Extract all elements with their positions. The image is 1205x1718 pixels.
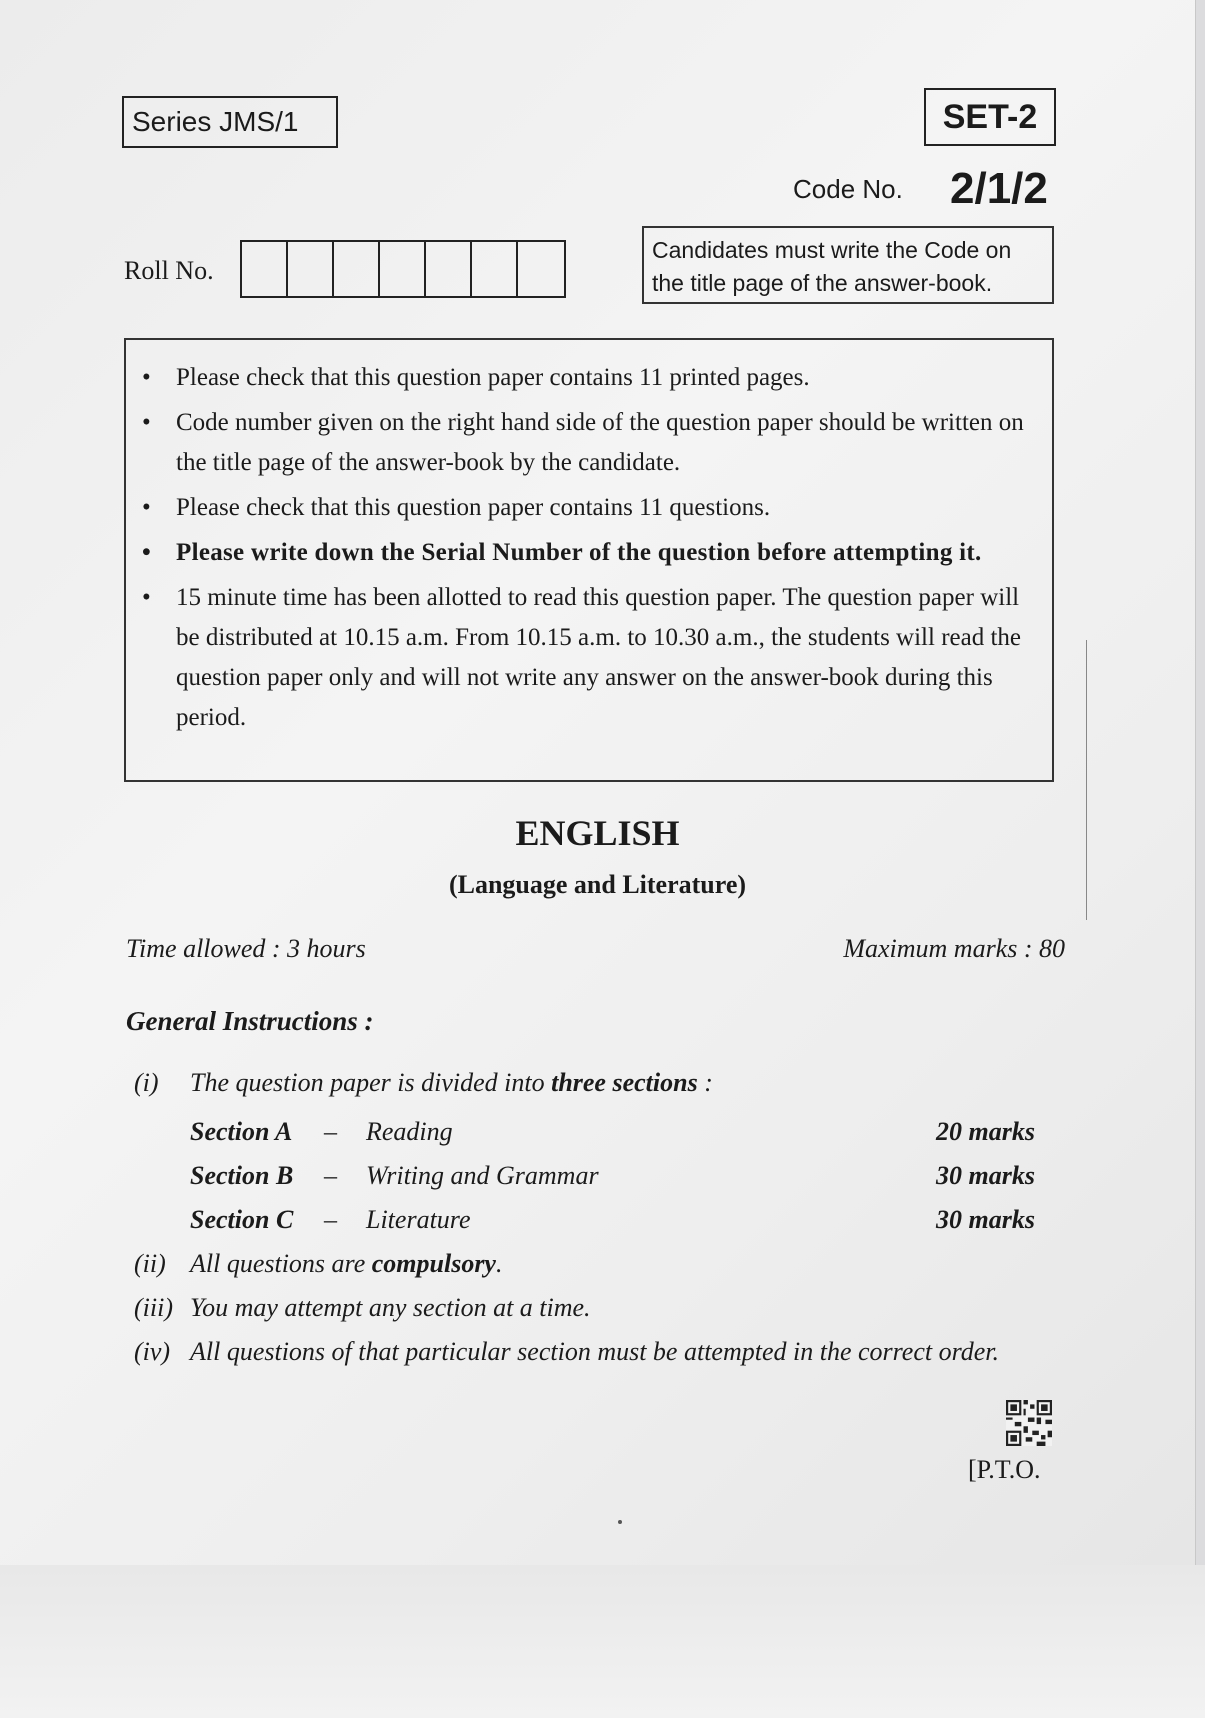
code-value: 2/1/2 bbox=[950, 164, 1048, 213]
instruction-text-bold: three sections bbox=[551, 1068, 698, 1097]
instructions-list bbox=[140, 358, 1038, 738]
instruction-text: Code number given on the right hand side of the question paper should be written on the title page of the answer-book by the candidate. bbox=[176, 409, 1024, 476]
section-dash: – bbox=[324, 1161, 337, 1190]
instruction-item bbox=[140, 488, 1038, 528]
section-name: Section A bbox=[190, 1117, 293, 1146]
bullet-icon: • bbox=[142, 494, 151, 521]
bullet-icon: • bbox=[142, 539, 152, 566]
roll-cell[interactable] bbox=[518, 242, 564, 296]
section-topic: Writing and Grammar bbox=[366, 1161, 599, 1190]
instruction-item bbox=[140, 358, 1038, 398]
instruction-item bbox=[140, 533, 1038, 573]
instruction-text: All questions of that particular section must be attempted in the correct order. bbox=[190, 1337, 1000, 1366]
instruction-text: Please write down the Serial Number of the question before attempting it. bbox=[176, 539, 982, 566]
instruction-text: 15 minute time has been allotted to read this question paper. The question paper will be distributed at 10.15 a.m. From 10.15 a.m. to 10.30 a.m., the students will read the question paper only and will not write any answer on the answer-book during this period. bbox=[176, 584, 1022, 731]
section-marks: 20 marks bbox=[936, 1117, 1035, 1146]
time-allowed: Time allowed : 3 hours bbox=[126, 934, 366, 963]
instruction-text-part: The question paper is divided into bbox=[190, 1068, 552, 1097]
qr-code-icon bbox=[1006, 1400, 1052, 1446]
roll-cell[interactable] bbox=[288, 242, 334, 296]
instruction-item bbox=[140, 403, 1038, 483]
bullet-icon: • bbox=[142, 584, 151, 611]
instruction-number: (iv) bbox=[134, 1337, 171, 1366]
section-name: Section C bbox=[190, 1205, 294, 1234]
instruction-text: Please check that this question paper contains 11 questions. bbox=[176, 494, 771, 521]
section-dash: – bbox=[324, 1205, 337, 1234]
section-topic: Literature bbox=[366, 1205, 471, 1234]
set-box bbox=[924, 88, 1056, 146]
page-background bbox=[0, 1565, 1205, 1718]
instruction-text-part: All questions are bbox=[190, 1249, 372, 1278]
instruction-text-part: : bbox=[697, 1068, 713, 1097]
candidates-note: Candidates must write the Code on the title page of the answer-book. bbox=[642, 226, 1054, 304]
page-dot bbox=[618, 1520, 622, 1524]
instruction-text-part: . bbox=[495, 1249, 503, 1278]
roll-cell[interactable] bbox=[472, 242, 518, 296]
paper-subtitle: (Language and Literature) bbox=[448, 870, 747, 899]
bullet-icon: • bbox=[142, 364, 151, 391]
code-label: Code No. bbox=[793, 174, 903, 204]
general-instructions-heading: General Instructions : bbox=[126, 1006, 374, 1036]
section-topic: Reading bbox=[366, 1117, 453, 1146]
instruction-number: (ii) bbox=[134, 1249, 166, 1278]
instruction-item bbox=[140, 578, 1038, 738]
maximum-marks: Maximum marks : 80 bbox=[843, 934, 1065, 963]
roll-cell[interactable] bbox=[242, 242, 288, 296]
instruction-text bbox=[190, 1063, 1054, 1103]
instruction-number: (i) bbox=[134, 1068, 159, 1097]
paper-title: ENGLISH bbox=[515, 813, 680, 853]
series-label: Series JMS/1 bbox=[132, 106, 299, 137]
instructions-box bbox=[124, 338, 1054, 782]
section-name: Section B bbox=[190, 1161, 294, 1190]
roll-cell[interactable] bbox=[380, 242, 426, 296]
set-label: SET-2 bbox=[942, 97, 1038, 136]
roll-number-grid[interactable] bbox=[240, 240, 566, 298]
roll-label: Roll No. bbox=[124, 256, 214, 285]
series-box bbox=[122, 96, 338, 148]
roll-cell[interactable] bbox=[426, 242, 472, 296]
instruction-number: (iii) bbox=[134, 1293, 173, 1322]
bullet-icon: • bbox=[142, 409, 151, 436]
section-dash: – bbox=[324, 1117, 337, 1146]
instruction-text bbox=[190, 1244, 1054, 1284]
section-marks: 30 marks bbox=[936, 1205, 1035, 1234]
please-turn-over: [P.T.O. bbox=[968, 1455, 1041, 1484]
section-marks: 30 marks bbox=[936, 1161, 1035, 1190]
instruction-text: Please check that this question paper contains 11 printed pages. bbox=[176, 364, 810, 391]
instruction-text-bold: compulsory bbox=[371, 1249, 496, 1278]
instruction-text: You may attempt any section at a time. bbox=[190, 1293, 591, 1322]
roll-cell[interactable] bbox=[334, 242, 380, 296]
